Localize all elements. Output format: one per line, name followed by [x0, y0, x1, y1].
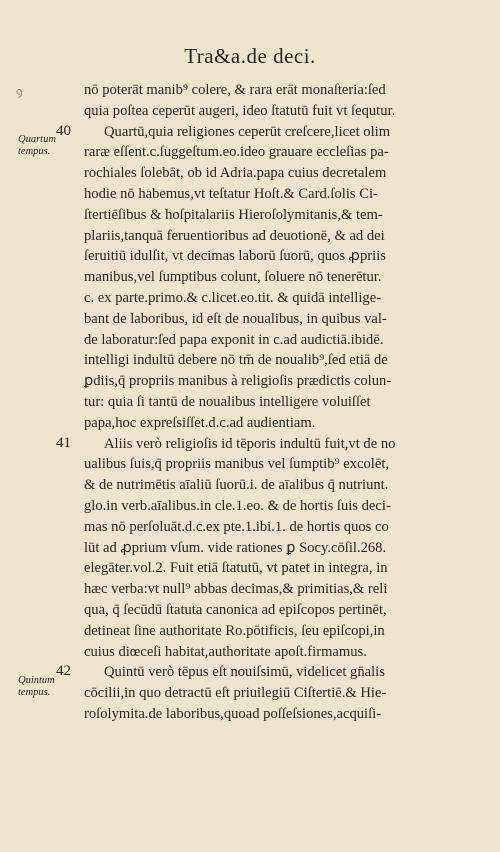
text-line: ſeruitiū idulſit, vt decimas laborū ſuorū, quos ꝓpriis: [84, 248, 386, 265]
paragraph-number: 40: [56, 122, 71, 139]
text-line: glo.in verb.aīalibus.in cle.1.eo. & de hortis ſuis deci-: [84, 497, 391, 514]
text-line: intelligi indultū debere nō tm̄ de noualib⁹,ſed etiā de: [84, 352, 388, 369]
text-line: rochiales ſolebāt, ob id Adria.papa cuius decretalem: [84, 165, 387, 182]
text-line: qua, q̄ ſecūdū ſtatuta canonica ad epiſcopos pertinēt,: [84, 601, 387, 618]
text-line: hodie nō habemus,vt teſtatur Hoſt.& Card.ſolis Ci-: [84, 185, 378, 202]
text-line: raræ eſſent.c.ſuggeſtum.eo.ideo grauare eccleſias pa-: [84, 144, 389, 161]
paragraph-number: 42: [56, 663, 71, 680]
text-line: plariis,tanquā feruentioribus ad deuotionē, & ad dei: [84, 227, 385, 244]
text-line: detineat ſine authoritate Ro.pōtificis, ſeu epiſcopi,in: [84, 622, 385, 639]
margin-note: Quintum tempus.: [18, 675, 55, 699]
text-line: lūt ad ꝓprium vſum. vide rationes ꝑ Socy.cōſil.268.: [84, 539, 387, 556]
main-text: [84, 80, 472, 725]
text-line: manibus,vel ſumptibus colunt, ſoluere nō tenerētur.: [84, 269, 382, 286]
text-line: hæc verba:vt null⁹ abbas decimas,& primitias,& reli: [84, 581, 388, 598]
paragraph-number: 41: [56, 434, 71, 451]
text-line: quia poſtea ceperūt augeri, ideo ſtatutū fuit vt ſequtur.: [84, 102, 396, 119]
text-line: elegāter.vol.2. Fuit etiā ſtatutū, vt patet in integra, in: [84, 560, 388, 577]
text-line: cōcilii,in quo detractū eſt priuilegiū Ciſtertiē.& Hie-: [84, 685, 387, 702]
text-line: Quintū verò tēpus eſt nouiſsimū, videlicet gn̄alis: [104, 664, 385, 681]
text-line: de laboratur:ſed papa exponit in c.ad audictiā.ibidē.: [84, 331, 384, 348]
text-line: roſolymita.de laboribus,quoad poſſeſsiones,acquiſi-: [84, 705, 382, 722]
text-line: Quartū,quia religiones ceperūt creſcere,licet olim: [104, 123, 391, 140]
text-line: cuius diœceſi habitat,authoritate apoſt.firmamus.: [84, 643, 367, 660]
text-line: ꝑdiis,q̄ propriis manibus à religioſis prædictis colun-: [84, 373, 392, 390]
page-header: Tra&a.de deci.: [184, 44, 316, 68]
text-line: Aliis verò religioſis id tēporis indultū fuit,vt de no: [104, 435, 396, 452]
margin-note: Quartum tempus.: [18, 134, 56, 158]
text-line: ſtertiēſibus & hoſpitalariis Hieroſolymitanis,& tem-: [84, 206, 383, 223]
text-line: ualibus ſuis,q̄ propriis manibus vel ſumptib⁹ excolēt,: [84, 456, 390, 473]
text-line: mas nō perſoluāt.d.c.ex pte.1.ibi.1. de hortis quos co: [84, 518, 389, 535]
text-line: papa,hoc expreſsiſſet.d.c.ad audientiam.: [84, 414, 316, 431]
text-line: nō poterāt manib⁹ colere, & rara erāt monaſteria:ſed: [84, 82, 386, 98]
text-line: bant de laboribus, id eſt de noualibus, in quibus val-: [84, 310, 387, 327]
margin-mark: ꝯ: [16, 86, 23, 98]
text-line: tur: quia ſi tantū de noualibus intelligere voluiſſet: [84, 393, 371, 410]
text-line: & de nutrimētis aīaliū ſuorū.i. de aīalibus q̄ nutriunt.: [84, 477, 389, 494]
text-line: c. ex parte.primo.& c.licet.eo.tit. & quidā intellige-: [84, 289, 382, 306]
